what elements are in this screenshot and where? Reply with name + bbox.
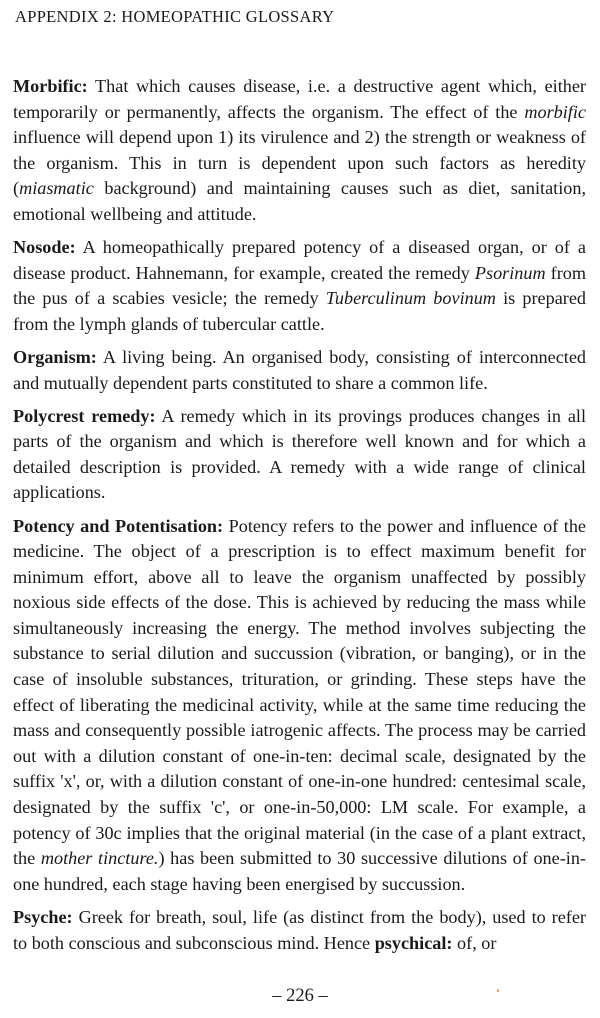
- glossary-entry: [13, 235, 586, 337]
- glossary-entry: [13, 74, 586, 228]
- definition-text: is prepared from the lymph glands of tubercular cattle.: [13, 288, 587, 334]
- bold-term: psychical:: [374, 932, 453, 953]
- glossary-entry: [13, 514, 586, 898]
- definition-text: ) has been submitted to 30 successive dilutions of one-in-one hundred, each stage having been energised by succussion.: [13, 848, 586, 894]
- glossary-entry: [13, 404, 586, 506]
- definition-text: background) and maintaining causes such as diet, sanitation, emotional wellbeing and attitude.: [13, 178, 586, 224]
- glossary-term: Morbific:: [13, 76, 88, 96]
- definition-text: influence will depend upon 1) its virulence and 2) the strength or weakness of the organism. This in turn is dependent upon such factors as heredity (: [13, 127, 586, 199]
- glossary-term: Psyche:: [13, 906, 73, 927]
- italic-term: morbific: [524, 101, 586, 122]
- glossary-term: Potency and Potentisation:: [13, 515, 224, 536]
- page-number: – 226 –: [272, 986, 328, 1006]
- definition-text: A homeopathically prepared potency of a diseased organ, or of a disease product. Hahnemann, for example, created the remedy: [13, 237, 586, 283]
- running-head: APPENDIX 2: HOMEOPATHIC GLOSSARY: [15, 7, 335, 26]
- definition-text: from the pus of a scabies vesicle; the remedy: [13, 262, 586, 309]
- italic-term: Psorinum: [474, 262, 546, 283]
- glossary-entries: [13, 74, 586, 956]
- paper-speck: [497, 989, 499, 992]
- definition-text: That which causes disease, i.e. a destructive agent which, either temporarily or permanently, affects the organism. The effect of the: [13, 76, 586, 122]
- italic-term: Tuberculinum bovinum: [325, 288, 496, 309]
- italic-term: mother tincture.: [40, 848, 159, 869]
- glossary-term: Polycrest remedy:: [13, 405, 156, 426]
- definition-text: Greek for breath, soul, life (as distinct from the body), used to refer to both conscious and subconscious mind. Hence: [13, 906, 586, 953]
- glossary-term: Nosode:: [13, 237, 76, 258]
- glossary-entry: [13, 345, 586, 396]
- glossary-term: Organism:: [13, 346, 97, 367]
- definition-text: Potency refers to the power and influence of the medicine. The object of a prescription is to effect maximum benefit for minimum effort, above all to leave the organism unaffected by possibly noxious side effects of the dose. This is achieved by reducing the mass while simultaneously increasing the energy. The method involves subjecting the substance to serial dilution and succussion (vibration, or banging), or in the case of insoluble substances, trituration, or grinding. These steps have the effect of liberating the medicinal activity, while at the same time reducing the mass and consequently possible iatrogenic affects. The process may be carried out with a dilution constant of one-in-ten: decimal scale, designated by the suffix 'x', or, with a dilution constant of one-in-one hundred: centesimal scale, designated by the suffix 'c', or one-in-50,000: LM scale. For example, a potency of 30c implies that the original material (in the case of a plant extract, the: [13, 515, 586, 869]
- definition-text: A remedy which in its provings produces changes in all parts of the organism and which is therefore well known and for which a detailed description is provided. A remedy with a wide range of clinical applications.: [13, 405, 586, 503]
- glossary-entry: [13, 905, 586, 956]
- definition-text: of, or: [452, 932, 497, 953]
- definition-text: A living being. An organised body, consisting of interconnected and mutually dependent parts constituted to share a common life.: [13, 346, 586, 393]
- italic-term: miasmatic: [19, 178, 94, 199]
